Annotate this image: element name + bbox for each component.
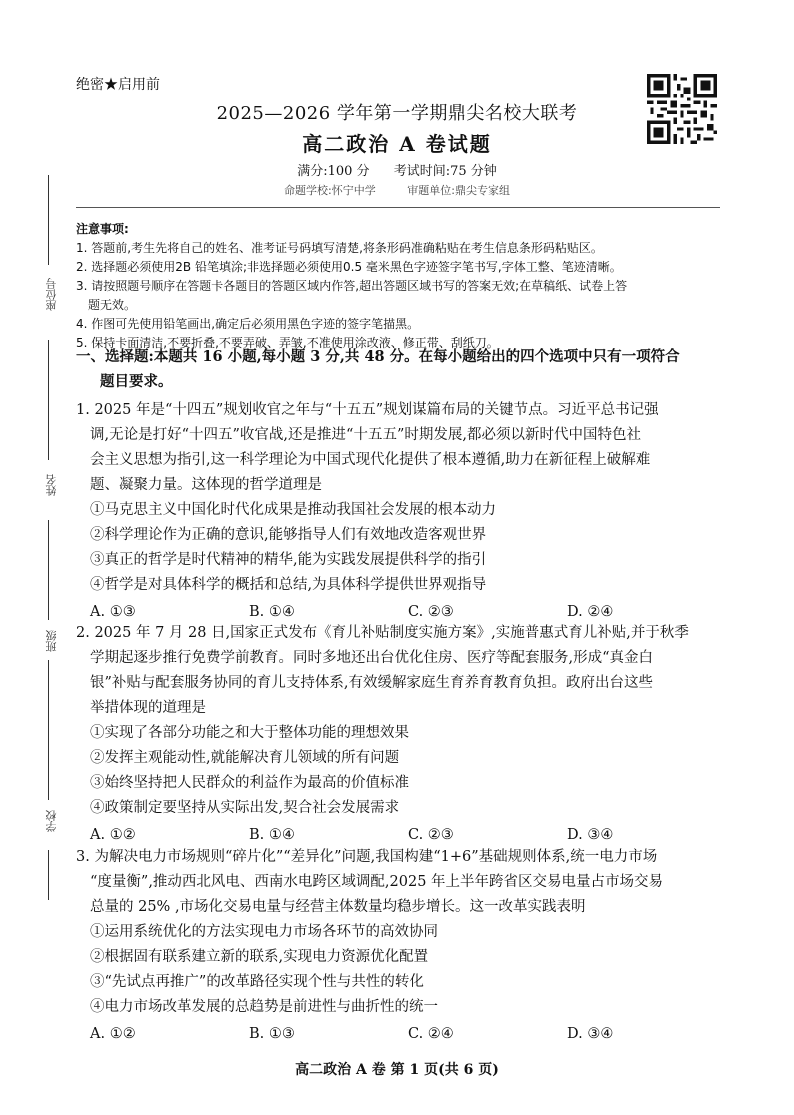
confidential-label: 绝密★启用前 <box>76 77 160 93</box>
exam-title: 2025—2026 学年第一学期鼎尖名校大联考 <box>216 103 578 124</box>
question-stem: 2. 2025 年 7 月 28 日,国家正式发布《育儿补贴制度实施方案》,实施普惠式育儿补贴,并于秋季 <box>76 625 689 641</box>
side-label-school: 学校 <box>45 810 58 832</box>
choice-b[interactable]: B. ①④ <box>249 604 295 620</box>
choice-d[interactable]: D. ②④ <box>567 604 614 620</box>
answer-choices <box>76 1022 726 1047</box>
choice-d[interactable]: D. ③④ <box>567 1026 614 1042</box>
statement-option: ④哲学是对具体科学的概括和总结,为具体科学提供世界观指导 <box>90 577 487 593</box>
section-heading <box>76 344 726 394</box>
statement-option: ④电力市场改革发展的总趋势是前进性与曲折性的统一 <box>90 999 438 1015</box>
choice-a[interactable]: A. ①③ <box>90 604 136 620</box>
exam-subtitle: 高二政治 A 卷试题 <box>302 132 492 156</box>
question-stem: 1. 2025 年是“十四五”规划收官之年与“十五五”规划谋篇布局的关键节点。习近平总书记强 <box>76 402 659 418</box>
side-label-class: 班级 <box>45 630 58 652</box>
review-unit: 审题单位:鼎尖专家组 <box>407 184 510 197</box>
question-stem: 题、凝聚力量。这体现的哲学道理是 <box>90 477 322 493</box>
question-stem: 总量的 25% ,市场化交易电量与经营主体数量均稳步增长。这一改革实践表明 <box>90 899 586 915</box>
statement-option: ①运用系统优化的方法实现电力市场各环节的高效协同 <box>90 924 438 940</box>
choice-b[interactable]: B. ①③ <box>249 1026 295 1042</box>
page-footer: 高二政治 A 卷 第 1 页(共 6 页) <box>295 1062 499 1078</box>
note-item: 5. 保持卡面清洁,不要折叠,不要弄破、弄皱,不准使用涂改液、修正带、刮纸刀。 <box>76 336 499 350</box>
exam-meta <box>0 160 794 179</box>
statement-option: ①实现了各部分功能之和大于整体功能的理想效果 <box>90 725 409 741</box>
question-stem: 调,无论是打好“十四五”收官战,还是推进“十五五”时期发展,都必须以新时代中国特色社 <box>90 427 641 443</box>
statement-option: ①马克思主义中国化时代化成果是推动我国社会发展的根本动力 <box>90 502 496 518</box>
note-item: 2. 选择题必须使用2B 铅笔填涂;非选择题必须使用0.5 毫米黑色字迹签字笔书写,字体工整、笔迹清晰。 <box>76 260 622 274</box>
note-item: 1. 答题前,考生先将自己的姓名、准考证号码填写清楚,将条形码准确粘贴在考生信息条形码粘贴区。 <box>76 241 603 255</box>
binding-line <box>48 340 49 460</box>
exam-notes <box>76 220 726 353</box>
note-item: 题无效。 <box>88 298 137 312</box>
question-3 <box>76 845 726 1047</box>
binding-line <box>48 660 49 800</box>
question-stem: 3. 为解决电力市场规则“碎片化”“差异化”问题,我国构建“1+6”基础规则体系,统一电力市场 <box>76 849 658 865</box>
note-item: 3. 请按照题号顺序在答题卡各题目的答题区域内作答,超出答题区域书写的答案无效;在草稿纸、试卷上答 <box>76 279 628 293</box>
statement-option: ④政策制定要坚持从实际出发,契合社会发展需求 <box>90 800 400 816</box>
choice-c[interactable]: C. ②③ <box>408 604 454 620</box>
binding-line <box>48 850 49 900</box>
question-1 <box>76 398 726 625</box>
question-stem: “度量衡”,推动西北风电、西南水电跨区域调配,2025 年上半年跨省区交易电量占市场交易 <box>90 874 664 890</box>
proposing-school: 命题学校:怀宁中学 <box>284 184 376 197</box>
choice-c[interactable]: C. ②③ <box>408 827 454 843</box>
question-stem: 会主义思想为指引,这一科学理论为中国式现代化提供了根本遵循,助力在新征程上破解难 <box>90 452 651 468</box>
binding-line <box>48 175 49 265</box>
exam-time: 考试时间:75 分钟 <box>393 164 497 179</box>
choice-a[interactable]: A. ①② <box>90 827 136 843</box>
header-divider <box>76 207 720 208</box>
question-stem: 学期起逐步推行免费学前教育。同时多地还出台优化住房、医疗等配套服务,形成“真金白 <box>90 650 654 666</box>
qr-code-icon <box>647 74 717 144</box>
choice-c[interactable]: C. ②④ <box>408 1026 454 1042</box>
question-stem: 银”补贴与配套服务协同的育儿支持体系,有效缓解家庭生育养育教育负担。政府出台这些 <box>90 675 654 691</box>
exam-origin <box>0 182 794 198</box>
side-label-seat: 座位号 <box>45 278 58 311</box>
statement-option: ②发挥主观能动性,就能解决育儿领域的所有问题 <box>90 750 400 766</box>
choice-d[interactable]: D. ③④ <box>567 827 614 843</box>
statement-option: ③真正的哲学是时代精神的精华,能为实践发展提供科学的指引 <box>90 552 487 568</box>
section-heading-line: 一、选择题:本题共 16 小题,每小题 3 分,共 48 分。在每小题给出的四个选项中只有一项符合 <box>76 348 680 365</box>
choice-a[interactable]: A. ①② <box>90 1026 136 1042</box>
choice-b[interactable]: B. ①④ <box>249 827 295 843</box>
statement-option: ②根据固有联系建立新的联系,实现电力资源优化配置 <box>90 949 429 965</box>
side-label-name: 姓名 <box>45 474 58 496</box>
notes-heading: 注意事项: <box>76 222 129 236</box>
note-item: 4. 作图可先使用铅笔画出,确定后必须用黑色字迹的签字笔描黑。 <box>76 317 420 331</box>
question-2 <box>76 621 726 848</box>
section-heading-line: 题目要求。 <box>100 373 173 390</box>
binding-line <box>48 520 49 620</box>
statement-option: ③“先试点再推广”的改革路径实现个性与共性的转化 <box>90 974 424 990</box>
full-score: 满分:100 分 <box>297 164 370 179</box>
statement-option: ③始终坚持把人民群众的利益作为最高的价值标准 <box>90 775 409 791</box>
question-stem: 举措体现的道理是 <box>90 700 206 716</box>
statement-option: ②科学理论作为正确的意识,能够指导人们有效地改造客观世界 <box>90 527 487 543</box>
